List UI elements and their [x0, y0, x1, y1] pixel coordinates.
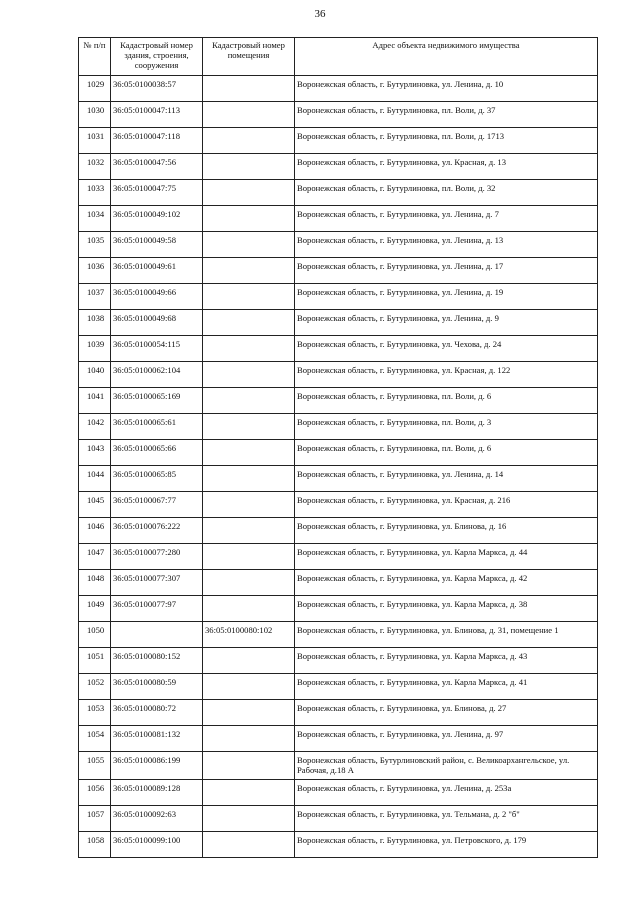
object-address: Воронежская область, г. Бутурлиновка, ул. Ленина, д. 13 — [295, 232, 598, 258]
object-address: Воронежская область, г. Бутурлиновка, ул. Блинова, д. 16 — [295, 518, 598, 544]
row-number: 1044 — [79, 466, 111, 492]
row-number: 1039 — [79, 336, 111, 362]
building-cadastral-number: 36:05:0100047:56 — [111, 154, 203, 180]
premises-cadastral-number — [203, 806, 295, 832]
table-row — [79, 780, 598, 806]
premises-cadastral-number — [203, 154, 295, 180]
building-cadastral-number: 36:05:0100086:199 — [111, 752, 203, 780]
building-cadastral-number: 36:05:0100067:77 — [111, 492, 203, 518]
building-cadastral-number: 36:05:0100077:97 — [111, 596, 203, 622]
row-number: 1040 — [79, 362, 111, 388]
row-number: 1033 — [79, 180, 111, 206]
premises-cadastral-number — [203, 518, 295, 544]
building-cadastral-number: 36:05:0100089:128 — [111, 780, 203, 806]
object-address: Воронежская область, г. Бутурлиновка, ул. Ленина, д. 97 — [295, 726, 598, 752]
row-number: 1034 — [79, 206, 111, 232]
row-number: 1050 — [79, 622, 111, 648]
premises-cadastral-number — [203, 700, 295, 726]
object-address: Воронежская область, г. Бутурлиновка, ул. Ленина, д. 7 — [295, 206, 598, 232]
table-row — [79, 336, 598, 362]
building-cadastral-number: 36:05:0100092:63 — [111, 806, 203, 832]
premises-cadastral-number — [203, 128, 295, 154]
table-row — [79, 414, 598, 440]
object-address: Воронежская область, г. Бутурлиновка, ул. Ленина, д. 9 — [295, 310, 598, 336]
building-cadastral-number: 36:05:0100077:307 — [111, 570, 203, 596]
premises-cadastral-number — [203, 544, 295, 570]
table-row — [79, 518, 598, 544]
table-header-row — [79, 38, 598, 76]
premises-cadastral-number — [203, 492, 295, 518]
row-number: 1032 — [79, 154, 111, 180]
building-cadastral-number: 36:05:0100049:58 — [111, 232, 203, 258]
row-number: 1047 — [79, 544, 111, 570]
table-row — [79, 206, 598, 232]
building-cadastral-number: 36:05:0100077:280 — [111, 544, 203, 570]
header-premises-cadastral: Кадастровый номер помещения — [203, 38, 295, 76]
building-cadastral-number: 36:05:0100065:85 — [111, 466, 203, 492]
object-address: Воронежская область, г. Бутурлиновка, ул. Ленина, д. 17 — [295, 258, 598, 284]
table-row — [79, 596, 598, 622]
page-number: 36 — [314, 8, 326, 20]
building-cadastral-number — [111, 622, 203, 648]
table-row — [79, 128, 598, 154]
premises-cadastral-number — [203, 440, 295, 466]
building-cadastral-number: 36:05:0100054:115 — [111, 336, 203, 362]
row-number: 1058 — [79, 832, 111, 858]
object-address: Воронежская область, г. Бутурлиновка, пл. Воли, д. 3 — [295, 414, 598, 440]
table-row — [79, 154, 598, 180]
header-num: № п/п — [79, 38, 111, 76]
object-address: Воронежская область, г. Бутурлиновка, ул. Блинова, д. 27 — [295, 700, 598, 726]
premises-cadastral-number — [203, 726, 295, 752]
building-cadastral-number: 36:05:0100076:222 — [111, 518, 203, 544]
object-address: Воронежская область, г. Бутурлиновка, ул. Карла Маркса, д. 38 — [295, 596, 598, 622]
table-row — [79, 492, 598, 518]
row-number: 1041 — [79, 388, 111, 414]
row-number: 1038 — [79, 310, 111, 336]
object-address: Воронежская область, г. Бутурлиновка, ул. Ленина, д. 14 — [295, 466, 598, 492]
object-address: Воронежская область, г. Бутурлиновка, пл. Воли, д. 32 — [295, 180, 598, 206]
premises-cadastral-number — [203, 674, 295, 700]
building-cadastral-number: 36:05:0100080:72 — [111, 700, 203, 726]
object-address: Воронежская область, г. Бутурлиновка, ул. Карла Маркса, д. 43 — [295, 648, 598, 674]
row-number: 1051 — [79, 648, 111, 674]
row-number: 1049 — [79, 596, 111, 622]
building-cadastral-number: 36:05:0100047:113 — [111, 102, 203, 128]
table-row — [79, 258, 598, 284]
row-number: 1035 — [79, 232, 111, 258]
building-cadastral-number: 36:05:0100065:61 — [111, 414, 203, 440]
row-number: 1055 — [79, 752, 111, 780]
object-address: Воронежская область, г. Бутурлиновка, пл. Воли, д. 37 — [295, 102, 598, 128]
table-row — [79, 440, 598, 466]
premises-cadastral-number — [203, 596, 295, 622]
object-address: Воронежская область, г. Бутурлиновка, ул. Красная, д. 216 — [295, 492, 598, 518]
object-address: Воронежская область, г. Бутурлиновка, ул. Ленина, д. 10 — [295, 76, 598, 102]
building-cadastral-number: 36:05:0100047:75 — [111, 180, 203, 206]
building-cadastral-number: 36:05:0100080:59 — [111, 674, 203, 700]
table-row — [79, 180, 598, 206]
row-number: 1046 — [79, 518, 111, 544]
table-row — [79, 310, 598, 336]
building-cadastral-number: 36:05:0100099:100 — [111, 832, 203, 858]
object-address: Воронежская область, г. Бутурлиновка, пл. Воли, д. 6 — [295, 440, 598, 466]
object-address: Воронежская область, г. Бутурлиновка, ул. Ленина, д. 253а — [295, 780, 598, 806]
premises-cadastral-number — [203, 336, 295, 362]
row-number: 1030 — [79, 102, 111, 128]
object-address: Воронежская область, г. Бутурлиновка, ул. Тельмана, д. 2 "б" — [295, 806, 598, 832]
premises-cadastral-number — [203, 570, 295, 596]
row-number: 1056 — [79, 780, 111, 806]
premises-cadastral-number — [203, 258, 295, 284]
object-address: Воронежская область, г. Бутурлиновка, ул. Блинова, д. 31, помещение 1 — [295, 622, 598, 648]
property-register-table — [78, 37, 598, 858]
row-number: 1036 — [79, 258, 111, 284]
building-cadastral-number: 36:05:0100081:132 — [111, 726, 203, 752]
table-row — [79, 388, 598, 414]
header-building-cadastral: Кадастровый номер здания, строения, сооружения — [111, 38, 203, 76]
premises-cadastral-number — [203, 388, 295, 414]
object-address: Воронежская область, г. Бутурлиновка, ул. Красная, д. 13 — [295, 154, 598, 180]
row-number: 1031 — [79, 128, 111, 154]
premises-cadastral-number — [203, 780, 295, 806]
table-row — [79, 832, 598, 858]
table-row — [79, 362, 598, 388]
building-cadastral-number: 36:05:0100080:152 — [111, 648, 203, 674]
table-row — [79, 232, 598, 258]
row-number: 1045 — [79, 492, 111, 518]
premises-cadastral-number — [203, 362, 295, 388]
table-row — [79, 726, 598, 752]
object-address: Воронежская область, г. Бутурлиновка, пл. Воли, д. 6 — [295, 388, 598, 414]
table-row — [79, 102, 598, 128]
building-cadastral-number: 36:05:0100038:57 — [111, 76, 203, 102]
building-cadastral-number: 36:05:0100049:66 — [111, 284, 203, 310]
object-address: Воронежская область, г. Бутурлиновка, ул. Красная, д. 122 — [295, 362, 598, 388]
row-number: 1029 — [79, 76, 111, 102]
table-row — [79, 674, 598, 700]
building-cadastral-number: 36:05:0100049:102 — [111, 206, 203, 232]
premises-cadastral-number — [203, 752, 295, 780]
building-cadastral-number: 36:05:0100047:118 — [111, 128, 203, 154]
premises-cadastral-number — [203, 466, 295, 492]
table-row — [79, 76, 598, 102]
building-cadastral-number: 36:05:0100062:104 — [111, 362, 203, 388]
object-address: Воронежская область, г. Бутурлиновка, ул. Чехова, д. 24 — [295, 336, 598, 362]
table-row — [79, 622, 598, 648]
premises-cadastral-number — [203, 310, 295, 336]
building-cadastral-number: 36:05:0100065:66 — [111, 440, 203, 466]
row-number: 1037 — [79, 284, 111, 310]
premises-cadastral-number — [203, 414, 295, 440]
premises-cadastral-number — [203, 648, 295, 674]
table-row — [79, 752, 598, 780]
premises-cadastral-number — [203, 102, 295, 128]
premises-cadastral-number — [203, 284, 295, 310]
premises-cadastral-number: 36:05:0100080:102 — [203, 622, 295, 648]
building-cadastral-number: 36:05:0100049:68 — [111, 310, 203, 336]
premises-cadastral-number — [203, 180, 295, 206]
premises-cadastral-number — [203, 206, 295, 232]
row-number: 1053 — [79, 700, 111, 726]
object-address: Воронежская область, г. Бутурлиновка, ул. Карла Маркса, д. 44 — [295, 544, 598, 570]
object-address: Воронежская область, г. Бутурлиновка, ул. Петровского, д. 179 — [295, 832, 598, 858]
building-cadastral-number: 36:05:0100065:169 — [111, 388, 203, 414]
row-number: 1052 — [79, 674, 111, 700]
table-row — [79, 700, 598, 726]
object-address: Воронежская область, Бутурлиновский район, с. Великоархангельское, ул. Рабочая, д.18 А — [295, 752, 598, 780]
table-row — [79, 806, 598, 832]
premises-cadastral-number — [203, 232, 295, 258]
table-row — [79, 284, 598, 310]
table-row — [79, 544, 598, 570]
row-number: 1054 — [79, 726, 111, 752]
header-address: Адрес объекта недвижимого имущества — [295, 38, 598, 76]
object-address: Воронежская область, г. Бутурлиновка, ул. Карла Маркса, д. 41 — [295, 674, 598, 700]
object-address: Воронежская область, г. Бутурлиновка, пл. Воли, д. 1713 — [295, 128, 598, 154]
table-row — [79, 570, 598, 596]
object-address: Воронежская область, г. Бутурлиновка, ул. Карла Маркса, д. 42 — [295, 570, 598, 596]
row-number: 1042 — [79, 414, 111, 440]
row-number: 1043 — [79, 440, 111, 466]
table-row — [79, 466, 598, 492]
building-cadastral-number: 36:05:0100049:61 — [111, 258, 203, 284]
premises-cadastral-number — [203, 76, 295, 102]
table-row — [79, 648, 598, 674]
object-address: Воронежская область, г. Бутурлиновка, ул. Ленина, д. 19 — [295, 284, 598, 310]
row-number: 1048 — [79, 570, 111, 596]
premises-cadastral-number — [203, 832, 295, 858]
row-number: 1057 — [79, 806, 111, 832]
